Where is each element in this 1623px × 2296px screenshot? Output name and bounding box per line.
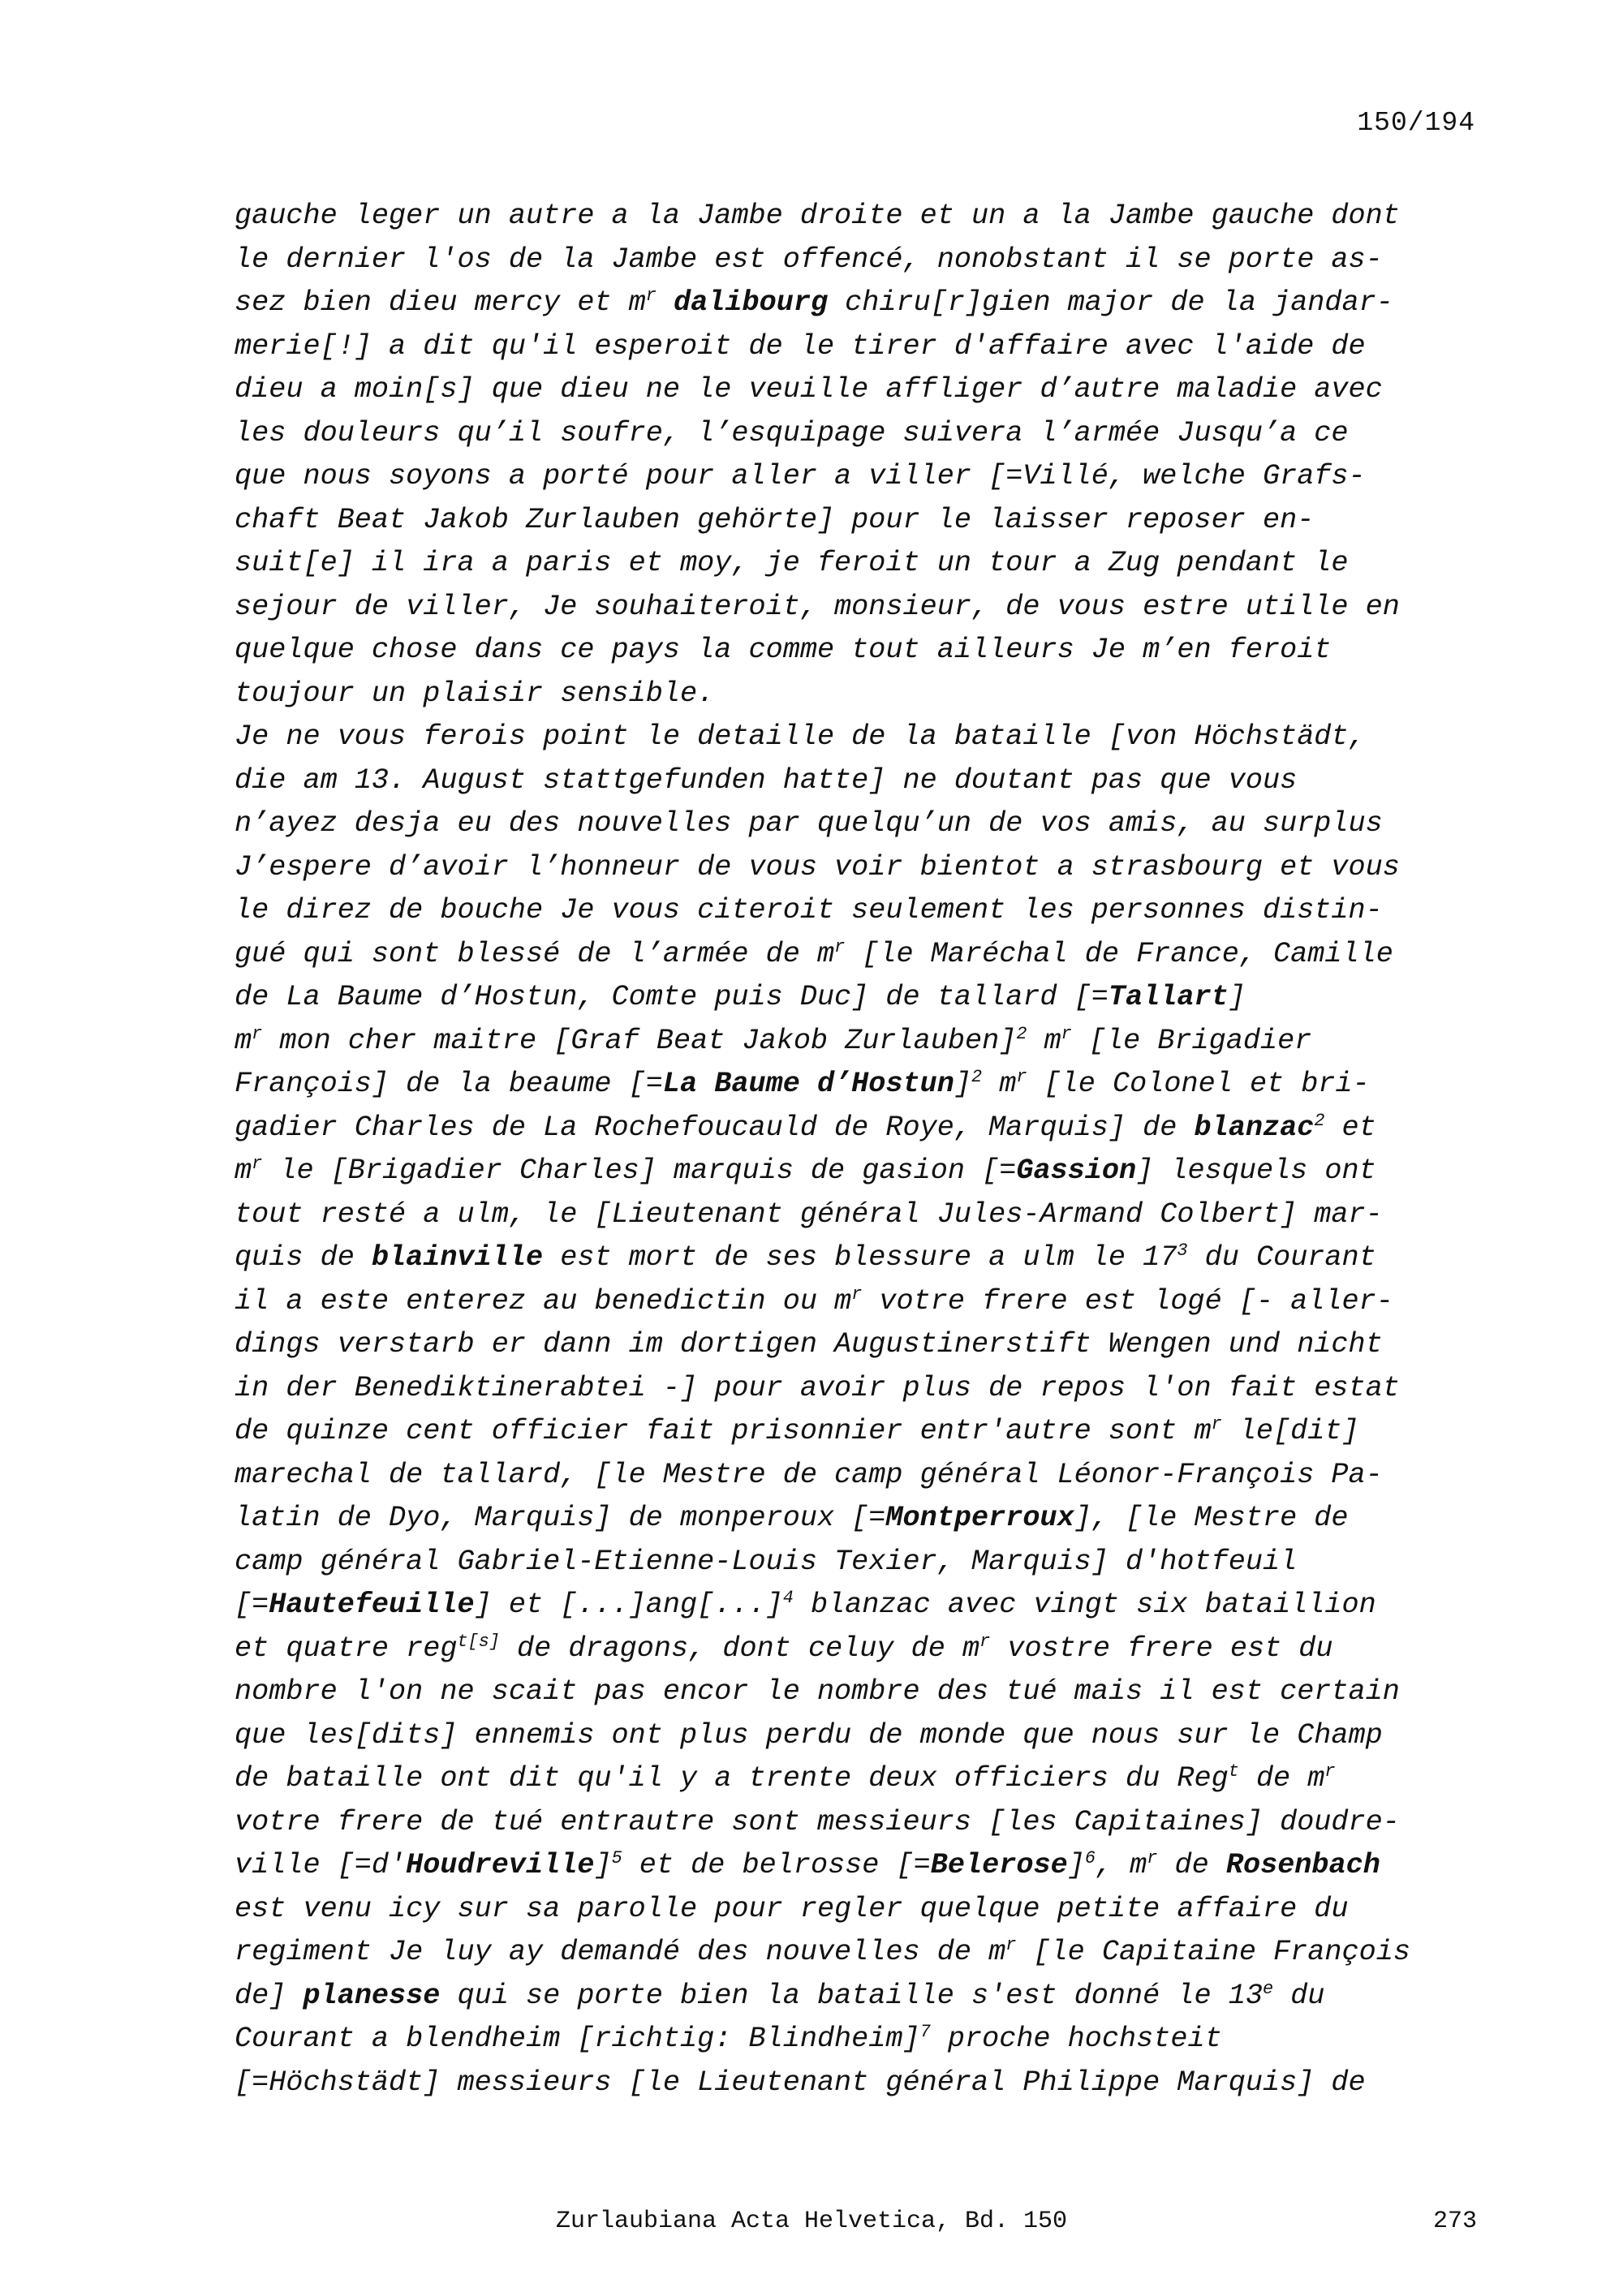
text-run: quis de [235,1241,372,1274]
text-line [235,239,1484,282]
footer-publication-title: Zurlaubiana Acta Helvetica, Bd. 150 [555,2208,1068,2235]
text-line [235,1801,1484,1845]
text-run: [le Maréchal de France, Camille [845,937,1393,970]
text-run: [le Brigadier [1071,1024,1312,1057]
superscript: r [1211,1414,1222,1434]
superscript: r [1147,1848,1158,1868]
text-run: ville [=d' [235,1849,407,1881]
superscript: 2 [1314,1110,1325,1131]
text-run: est venu icy sur sa parolle pour regler quelque petite affaire du [235,1892,1349,1925]
page-counter: 150/194 [1357,108,1475,138]
text-line [235,1323,1484,1367]
text-run: qui se porte bien la bataille s'est donné le 13 [440,1979,1263,2012]
text-run: merie[!] a dit qu'il esperoit de le tirer d'affaire avec l'aide de [235,329,1366,363]
text-run: dings verstarb er dann im dortigen Augustinerstift Wengen und nicht [235,1328,1383,1361]
text-run: marechal de tallard, [le Mestre de camp général Léonor-François Pa- [235,1458,1383,1491]
text-run: chiru[r]gien major de la jandar- [828,286,1393,319]
text-run: le dernier l'os de la Jambe est offencé, nonobstant il se porte as- [235,243,1383,276]
text-run: le[dit] [1221,1415,1359,1447]
text-run: et quatre reg [235,1632,458,1665]
superscript: r [1005,1935,1017,1955]
text-line [235,673,1484,716]
text-line [235,933,1484,977]
text-run: n’ayez desja eu des nouvelles par quelqu’un de vos amis, au surplus [235,807,1383,840]
bold-name: Rosenbach [1225,1849,1380,1881]
text-run: le [Brigadier Charles] marquis de gasion [= [262,1154,1017,1187]
text-run: [le Capitaine François [1016,1936,1410,1968]
superscript: 4 [782,1588,794,1608]
text-line [235,759,1484,803]
text-run: [=Höchstädt] messieurs [le Lieutenant général Philippe Marquis] de [235,2066,1366,2099]
bold-name: Tallart [1108,981,1229,1013]
text-line [235,889,1484,933]
text-line [235,195,1484,239]
text-run: que les[dits] ennemis ont plus perdu de monde que nous sur le Champ [235,1718,1383,1752]
letter-body-text [235,195,1484,2105]
superscript: 7 [919,2022,931,2042]
bold-name: Hautefeuille [269,1589,475,1621]
text-run: [= [235,1589,269,1621]
text-run: tout resté a ulm, le [Lieutenant général Jules-Armand Colbert] mar- [235,1197,1383,1231]
text-line [235,1888,1484,1932]
text-run [657,286,674,319]
text-line [235,586,1484,630]
text-line [235,1107,1484,1150]
superscript: e [1262,1978,1274,1999]
text-run: J’espere d’avoir l’honneur de vous voir bientot a strasbourg et vous [235,850,1400,884]
text-run: toujour un plaisir sensible. [235,677,715,710]
text-line [235,282,1484,325]
text-run: Courant a blendheim [richtig: Blindheim] [235,2023,920,2055]
bold-name: Belerose [930,1849,1068,1881]
superscript: 6 [1084,1848,1096,1868]
bold-name: Houdreville [406,1849,595,1881]
text-line [235,846,1484,890]
text-run: quelque chose dans ce pays la comme tout ailleurs Je m’en feroit [235,634,1332,666]
text-line [235,716,1484,759]
text-line [235,2018,1484,2062]
text-run: de] [235,1979,304,2012]
text-run: Je ne vous ferois point le detaille de la bataille [von Höchstädt, [235,720,1366,753]
text-line [235,1367,1484,1411]
text-run: et [1324,1111,1376,1144]
text-run: de [1157,1849,1226,1881]
bold-name: dalibourg [674,286,829,319]
text-line [235,1497,1484,1541]
bold-name: Montperroux [885,1502,1074,1534]
text-run: que nous soyons a porté pour aller a viller [=Villé, welche Grafs- [235,460,1366,492]
text-run: ] [1067,1849,1085,1881]
text-line [235,412,1484,456]
superscript: r [851,1283,863,1305]
text-run: mon cher maitre [Graf Beat Jakob Zurlauben] [262,1024,1017,1057]
superscript: r [1061,1023,1072,1044]
text-line [235,1454,1484,1498]
text-run: m [235,1154,252,1187]
superscript: t[s] [457,1631,500,1652]
text-run: latin de Dyo, Marquis] de monperoux [= [235,1502,886,1534]
text-run: , m [1095,1849,1147,1881]
text-run: ] lesquels ont [1136,1154,1376,1187]
text-run: regiment Je luy ay demandé des nouvelles de m [235,1936,1006,1968]
text-run: proche hochsteit [930,2023,1222,2055]
text-run: gadier Charles de La Rochefoucauld de Roye, Marquis] de [235,1111,1195,1144]
text-line [235,2062,1484,2105]
text-run: de m [1238,1762,1325,1795]
bold-name: blainville [371,1241,544,1274]
text-run: de La Baume d’Hostun, Comte puis Duc] de tallard [= [235,981,1109,1013]
text-run: ] [1228,981,1246,1013]
superscript: r [252,1023,263,1044]
text-run: in der Benediktinerabtei -] pour avoir plus de repos l'on fait estat [235,1371,1400,1404]
text-run: m [1027,1024,1061,1057]
bold-name: planesse [303,1979,441,2012]
text-run: de dragons, dont celuy de m [499,1632,980,1665]
text-run: votre frere est logé [- aller- [862,1284,1393,1318]
superscript: r [645,286,657,306]
superscript: r [252,1154,263,1174]
text-line [235,1670,1484,1714]
superscript: r [1016,1067,1027,1087]
text-run: François] de la beaume [= [235,1068,663,1100]
text-line [235,455,1484,499]
bold-name: La Baume d’Hostun [662,1068,954,1100]
text-run: est mort de ses blessure a ulm le 17 [543,1241,1177,1274]
text-run: de quinze cent officier fait prisonnier entr'autre sont m [235,1415,1212,1447]
text-run: nombre l'on ne scait pas encor le nombre des tué mais il est certain [235,1675,1400,1708]
superscript: r [834,936,846,957]
superscript: r [979,1631,991,1652]
text-line [235,1584,1484,1627]
text-run: sejour de viller, Je souhaiteroit, monsieur, de vous estre utille en [235,590,1400,623]
superscript: 2 [971,1067,983,1087]
text-run: ] [954,1068,972,1100]
text-run: il a este enterez au benedictin ou m [235,1284,852,1318]
text-line [235,542,1484,586]
text-run: gauche leger un autre a la Jambe droite et un a la Jambe gauche dont [235,200,1400,232]
text-line [235,1541,1484,1584]
text-line [235,629,1484,673]
text-line [235,1975,1484,2019]
text-line [235,1714,1484,1758]
text-line [235,1844,1484,1888]
superscript: 3 [1177,1240,1188,1261]
text-run: m [235,1024,252,1057]
text-run: les douleurs qu’il soufre, l’esquipage suivera l’armée Jusqu’a ce [235,416,1349,449]
text-line [235,1063,1484,1107]
text-line [235,1236,1484,1280]
superscript: 2 [1016,1023,1027,1044]
bold-name: blanzac [1194,1111,1315,1144]
text-run: vostre frere est du [990,1632,1333,1665]
bold-name: Gassion [1016,1154,1137,1187]
text-run: ], [le Mestre de [1074,1502,1349,1534]
text-line [235,1410,1484,1454]
text-line [235,1931,1484,1975]
text-run: blanzac avec vingt six bataillion [793,1589,1376,1621]
text-run: dieu a moin[s] que dieu ne le veuille affliger d’autre maladie avec [235,373,1383,406]
text-run: le direz de bouche Je vous citeroit seulement les personnes distin- [235,894,1383,927]
text-run: de bataille ont dit qu'il y a trente deux officiers du Reg [235,1762,1229,1795]
superscript: 5 [611,1848,622,1868]
text-line [235,1020,1484,1064]
text-run: ] et [...]ang[...] [474,1589,783,1621]
text-line [235,976,1484,1020]
text-line [235,368,1484,412]
text-run: et de belrosse [= [622,1849,931,1881]
text-run: votre frere de tué entrautre sont messieurs [les Capitaines] doudre- [235,1805,1400,1838]
text-line [235,802,1484,846]
text-run: sez bien dieu mercy et m [235,286,646,319]
footer-page-number: 273 [1432,2208,1477,2235]
text-line [235,1627,1484,1671]
superscript: r [1324,1761,1336,1782]
text-run: suit[e] il ira a paris et moy, je feroit un tour a Zug pendant le [235,547,1349,579]
text-run: gué qui sont blessé de l’armée de m [235,937,835,970]
superscript: t [1228,1761,1239,1782]
text-run: [le Colonel et bri- [1027,1068,1370,1100]
text-line [235,1757,1484,1801]
text-run: du [1273,1979,1325,2012]
text-line [235,1280,1484,1324]
text-line [235,1150,1484,1193]
text-line [235,1193,1484,1237]
text-line [235,325,1484,369]
text-run: die am 13. August stattgefunden hatte] ne doutant pas que vous [235,763,1298,797]
text-run: camp général Gabriel-Etienne-Louis Texier, Marquis] d'hotfeuil [235,1545,1298,1578]
text-line [235,499,1484,543]
text-run: ] [594,1849,612,1881]
text-run: chaft Beat Jakob Zurlauben gehörte] pour le laisser reposer en- [235,503,1315,536]
text-run: m [982,1068,1017,1100]
text-run: du Courant [1187,1241,1376,1274]
